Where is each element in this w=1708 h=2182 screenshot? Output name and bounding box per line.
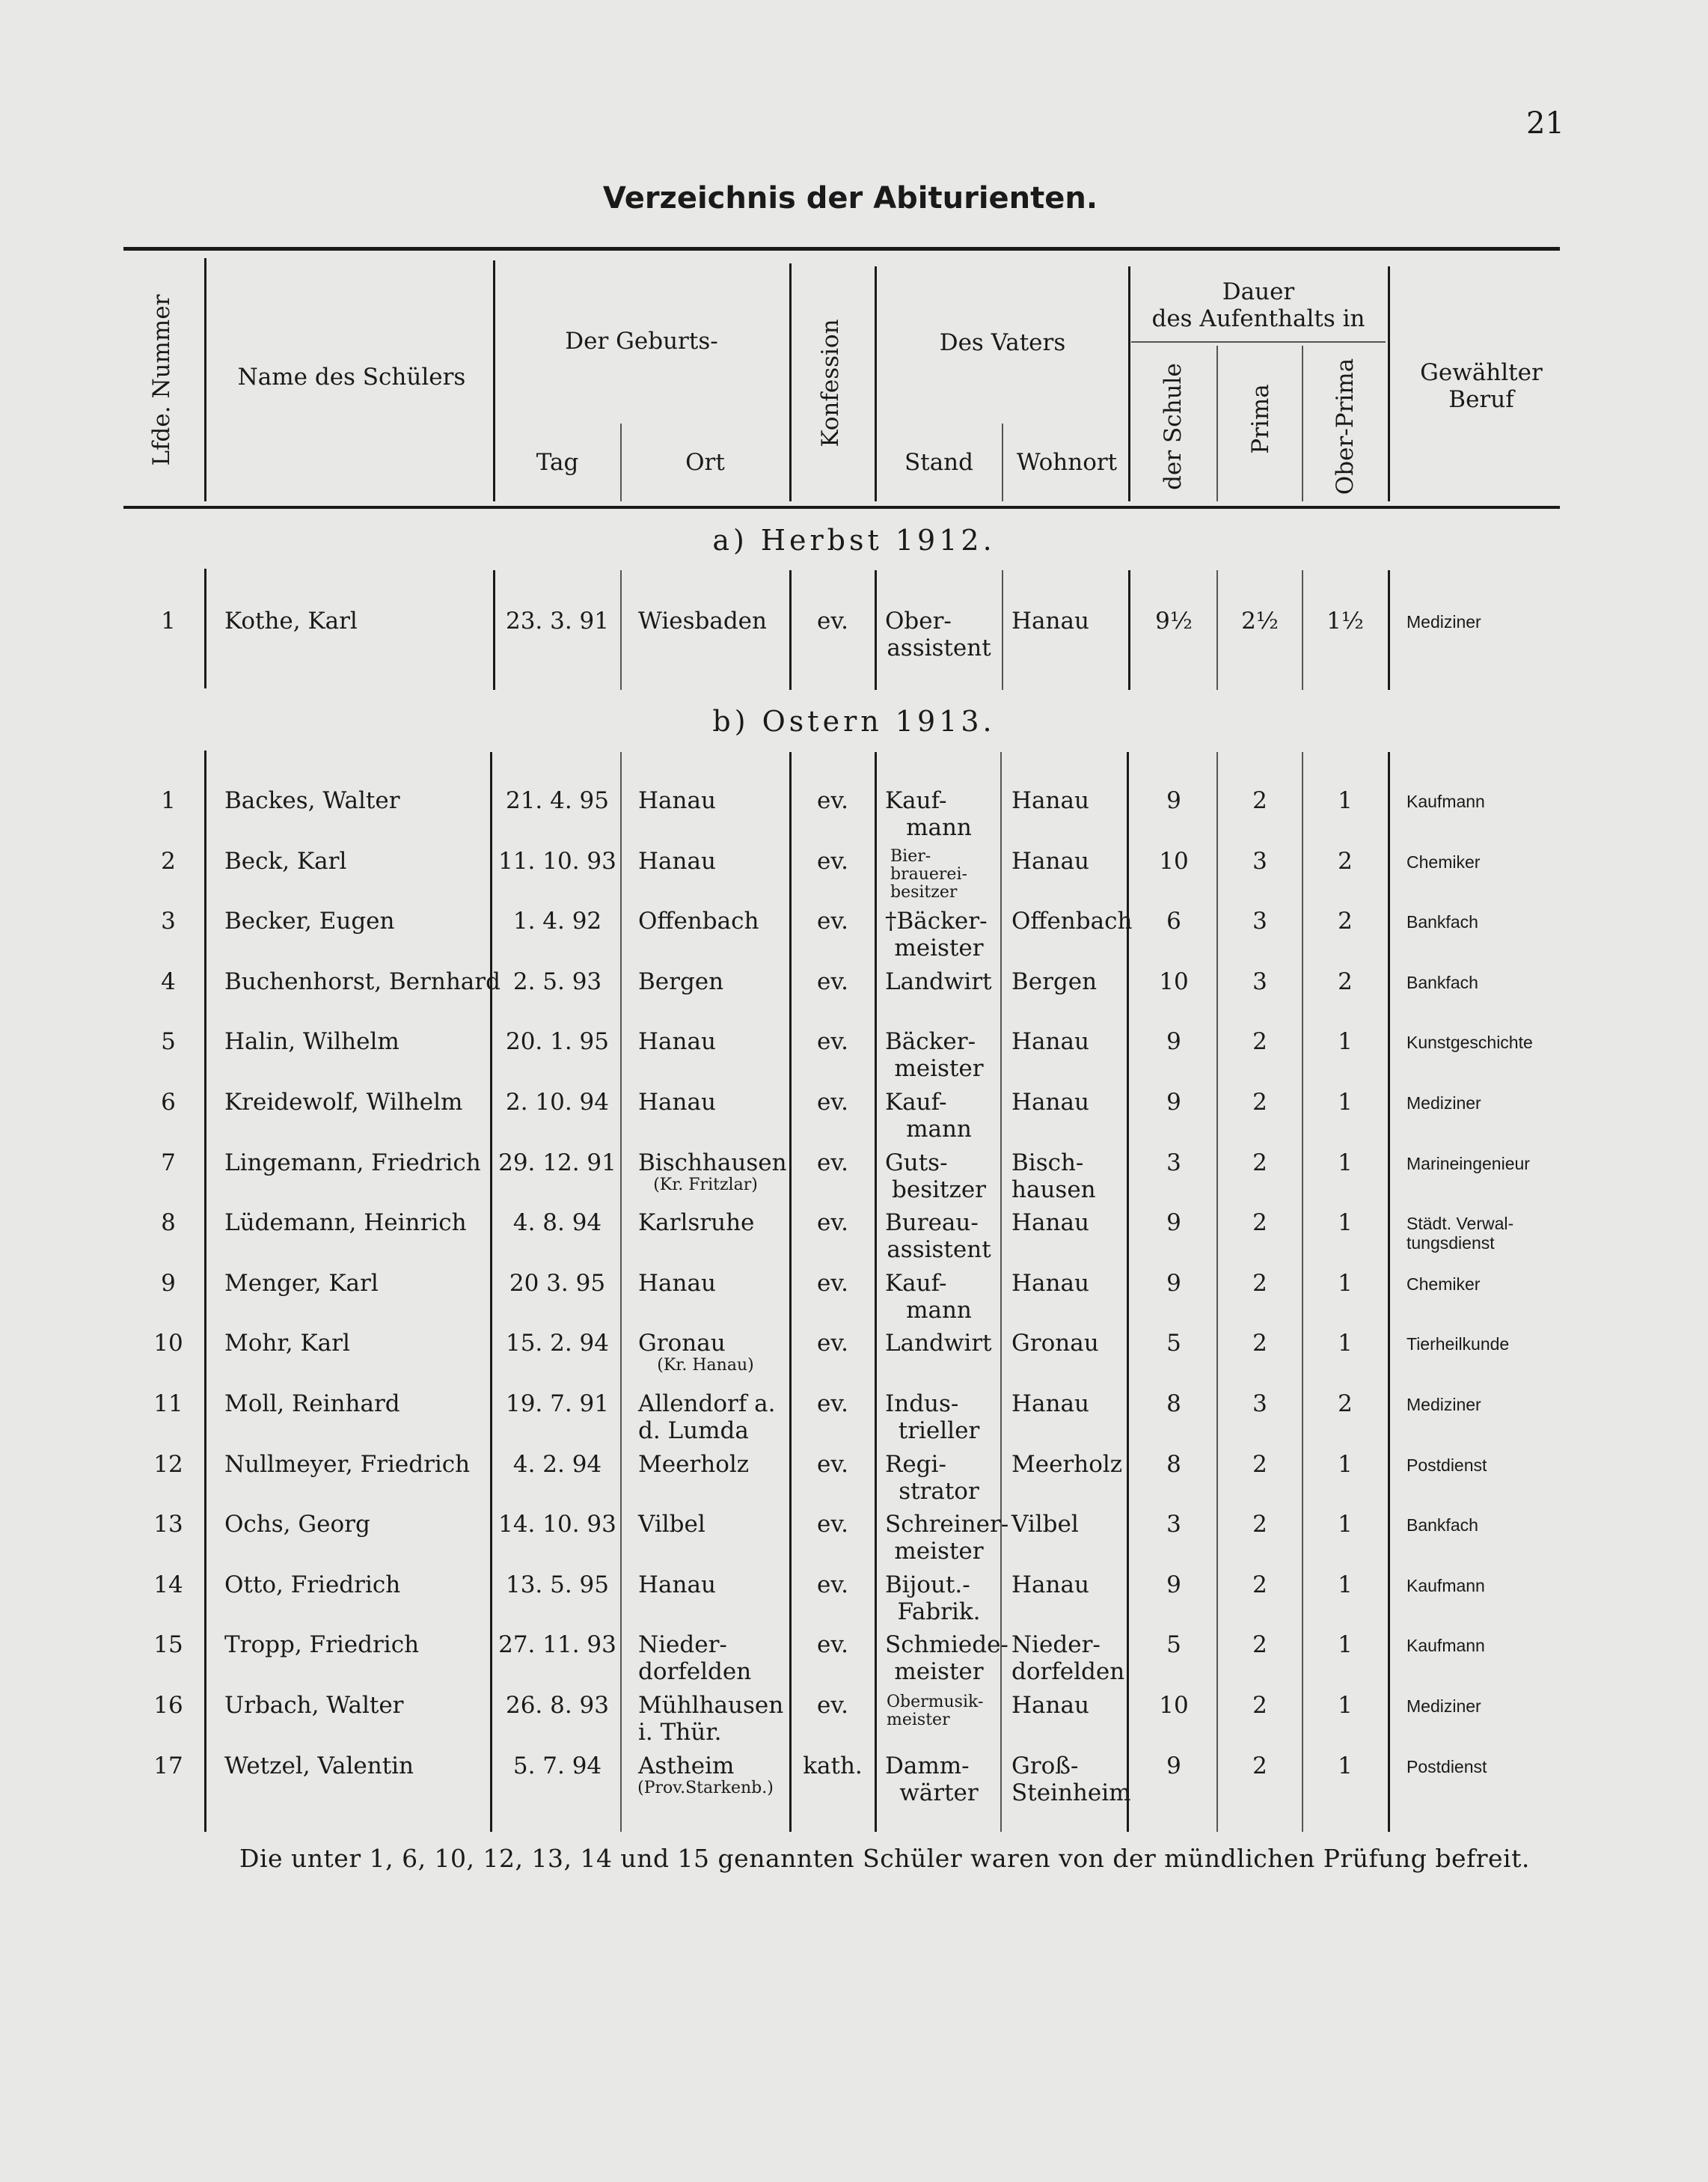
header-divider: [1388, 266, 1390, 501]
cell-schule: 9½: [1155, 608, 1193, 635]
cell-ort: Hanau: [638, 847, 716, 875]
cell-schule: 3: [1166, 1149, 1181, 1176]
cell-prima: 2: [1252, 1330, 1267, 1357]
cell-konfession: ev.: [816, 1089, 849, 1116]
cell-nummer: 4: [161, 968, 176, 995]
cell-beruf: Bankfach: [1407, 972, 1478, 992]
table-row: [0, 1451, 1708, 1511]
cell-name: Ochs, Georg: [224, 1511, 370, 1538]
cell-nummer: 17: [153, 1752, 183, 1779]
section-heading-ostern: b) Ostern 1913.: [712, 705, 996, 738]
cell-name: Buchenhorst, Bernhard: [224, 968, 501, 995]
header-divider: [204, 258, 206, 501]
cell-ort-line2: (Kr. Hanau): [657, 1356, 754, 1375]
cell-ort-line2: i. Thür.: [638, 1719, 722, 1746]
cell-wohnort: Hanau: [1011, 847, 1089, 875]
cell-stand-line2: mann: [906, 814, 972, 841]
cell-stand: Bäcker-: [885, 1028, 976, 1056]
cell-stand: Schreiner-: [885, 1511, 1009, 1538]
cell-stand-line2: assistent: [887, 635, 991, 661]
cell-stand: Guts-: [885, 1149, 948, 1176]
cell-stand-line2: mann: [906, 1296, 972, 1324]
cell-nummer: 10: [153, 1330, 183, 1357]
cell-stand: Landwirt: [885, 968, 992, 995]
cell-wohnort: Groß-: [1011, 1752, 1079, 1779]
cell-ort: Hanau: [638, 1571, 716, 1598]
header-divider: [1302, 346, 1303, 501]
cell-ort: Meerholz: [638, 1450, 750, 1478]
cell-prima: 2: [1252, 1511, 1267, 1538]
cell-tag: 19. 7. 91: [505, 1390, 610, 1417]
header-prima: Prima: [1247, 384, 1274, 454]
table-row: [0, 1511, 1708, 1571]
cell-nummer: 12: [153, 1450, 183, 1478]
cell-konfession: ev.: [816, 608, 849, 635]
cell-prima: 2: [1252, 1028, 1267, 1056]
header-beruf-line1: Gewählter: [1420, 359, 1543, 386]
cell-stand: Kauf-: [885, 1089, 947, 1116]
cell-prima: 3: [1252, 968, 1267, 995]
footnote: Die unter 1, 6, 10, 12, 13, 14 und 15 genannten Schüler waren von der mündlichen Prüfung befreit.: [239, 1844, 1530, 1873]
cell-beruf: Kaufmann: [1407, 1636, 1485, 1656]
cell-ort: Bischhausen: [638, 1149, 787, 1176]
cell-nummer: 1: [161, 787, 176, 814]
page-title-text: Verzeichnis der Abiturienten.: [602, 181, 1098, 216]
cell-oberprima: 1½: [1326, 608, 1364, 635]
cell-oberprima: 1: [1338, 787, 1353, 814]
cell-schule: 3: [1166, 1511, 1181, 1538]
cell-wohnort: Meerholz: [1011, 1450, 1123, 1478]
cell-wohnort: Hanau: [1011, 787, 1089, 814]
table-row: [0, 908, 1708, 968]
header-divider: [789, 263, 792, 501]
header-oberprima: Ober-Prima: [1332, 358, 1359, 495]
cell-ort: Bergen: [638, 968, 724, 995]
cell-tag: 4. 8. 94: [512, 1209, 602, 1237]
cell-ort-line2: d. Lumda: [638, 1417, 749, 1444]
header-divider: [493, 260, 495, 501]
cell-konfession: ev.: [816, 908, 849, 935]
cell-stand: Kauf-: [885, 787, 947, 814]
table-row: [0, 848, 1708, 908]
cell-wohnort: Hanau: [1011, 1269, 1089, 1297]
header-divider: [875, 266, 877, 501]
cell-wohnort: Hanau: [1011, 1209, 1089, 1237]
cell-wohnort: Hanau: [1011, 1028, 1089, 1056]
cell-stand: Obermusik-: [887, 1693, 984, 1711]
table-row: [0, 1330, 1708, 1390]
header-konfession: Konfession: [817, 319, 844, 447]
cell-stand-line2: meister: [894, 1055, 984, 1083]
header-beruf-line2: Beruf: [1448, 386, 1514, 413]
cell-wohnort: Hanau: [1011, 608, 1089, 635]
cell-beruf: Bankfach: [1407, 912, 1478, 932]
cell-schule: 8: [1166, 1450, 1181, 1478]
cell-prima: 2: [1252, 1631, 1267, 1659]
cell-beruf: Kaufmann: [1407, 792, 1485, 811]
cell-prima: 2: [1252, 787, 1267, 814]
cell-stand-line2: meister: [887, 1711, 950, 1729]
header-divider: [1131, 341, 1386, 343]
table-row: [0, 1149, 1708, 1209]
header-divider: [1216, 346, 1218, 501]
cell-stand: Bier-: [890, 846, 931, 866]
cell-tag: 26. 8. 93: [505, 1692, 610, 1719]
cell-stand-line2: Fabrik.: [897, 1598, 981, 1625]
cell-ort: Hanau: [638, 1089, 716, 1116]
cell-nummer: 8: [161, 1209, 176, 1237]
cell-wohnort-line2: hausen: [1011, 1176, 1096, 1203]
table-row: [0, 968, 1708, 1028]
cell-stand: Schmiede-: [885, 1631, 1008, 1659]
cell-name: Mohr, Karl: [224, 1330, 350, 1357]
cell-name: Beck, Karl: [224, 847, 347, 875]
cell-stand-line2: meister: [894, 1538, 984, 1565]
cell-oberprima: 1: [1338, 1692, 1353, 1719]
header-stand: Stand: [904, 449, 973, 476]
cell-oberprima: 2: [1338, 968, 1353, 995]
page-number: 21: [1526, 106, 1564, 141]
cell-wohnort: Vilbel: [1011, 1511, 1079, 1538]
cell-beruf: Mediziner: [1407, 1696, 1481, 1716]
header-vaters: Des Vaters: [939, 329, 1066, 356]
cell-stand: Landwirt: [885, 1330, 992, 1357]
cell-stand: †Bäcker-: [885, 908, 988, 935]
table-row: [0, 1028, 1708, 1088]
cell-beruf: Postdienst: [1407, 1455, 1487, 1475]
cell-schule: 9: [1166, 1089, 1181, 1116]
cell-name: Wetzel, Valentin: [224, 1752, 414, 1779]
cell-ort: Hanau: [638, 1028, 716, 1056]
cell-schule: 9: [1166, 1269, 1181, 1297]
cell-wohnort: Hanau: [1011, 1390, 1089, 1417]
cell-ort: Mühlhausen: [638, 1692, 784, 1719]
cell-name: Lingemann, Friedrich: [224, 1149, 481, 1176]
cell-prima: 3: [1252, 908, 1267, 935]
cell-nummer: 15: [153, 1631, 183, 1659]
cell-ort: Astheim: [638, 1752, 735, 1779]
page-title: [0, 181, 1708, 216]
cell-nummer: 7: [161, 1149, 176, 1176]
cell-beruf: Postdienst: [1407, 1756, 1487, 1776]
cell-prima: 2: [1252, 1752, 1267, 1779]
table-row: [0, 1752, 1708, 1812]
cell-schule: 8: [1166, 1390, 1181, 1417]
cell-schule: 9: [1166, 1209, 1181, 1237]
cell-name: Moll, Reinhard: [224, 1390, 400, 1417]
cell-name: Otto, Friedrich: [224, 1571, 401, 1598]
cell-nummer: 14: [153, 1571, 183, 1598]
cell-stand-line2: besitzer: [892, 1176, 986, 1203]
cell-wohnort: Hanau: [1011, 1089, 1089, 1116]
cell-konfession: ev.: [816, 787, 849, 814]
cell-oberprima: 1: [1338, 1511, 1353, 1538]
cell-wohnort: Bergen: [1011, 968, 1098, 995]
cell-beruf: Mediziner: [1407, 1395, 1481, 1414]
cell-stand-line2: strator: [899, 1477, 979, 1505]
table-row: [0, 1631, 1708, 1691]
cell-wohnort-line2: dorfelden: [1011, 1658, 1125, 1686]
cell-oberprima: 1: [1338, 1330, 1353, 1357]
cell-nummer: 3: [161, 908, 176, 935]
cell-tag: 15. 2. 94: [505, 1330, 610, 1357]
table-row: [0, 1692, 1708, 1752]
cell-schule: 5: [1166, 1330, 1181, 1357]
cell-tag: 13. 5. 95: [505, 1571, 610, 1598]
cell-oberprima: 1: [1338, 1028, 1353, 1056]
cell-oberprima: 1: [1338, 1450, 1353, 1478]
cell-name: Halin, Wilhelm: [224, 1028, 400, 1056]
cell-nummer: 9: [161, 1269, 176, 1297]
table-top-rule: [123, 247, 1560, 251]
cell-ort-line2: (Kr. Fritzlar): [653, 1175, 758, 1194]
cell-prima: 2½: [1241, 608, 1279, 635]
cell-schule: 10: [1159, 968, 1189, 995]
cell-nummer: 13: [153, 1511, 183, 1538]
cell-tag: 2. 5. 93: [512, 968, 602, 995]
cell-konfession: ev.: [816, 1631, 849, 1659]
cell-name: Menger, Karl: [224, 1269, 379, 1297]
cell-name: Backes, Walter: [224, 787, 400, 814]
cell-ort: Allendorf a.: [638, 1390, 776, 1417]
cell-tag: 27. 11. 93: [498, 1631, 616, 1659]
cell-stand: Regi-: [885, 1450, 946, 1478]
cell-wohnort: Bisch-: [1011, 1149, 1084, 1176]
cell-name: Kreidewolf, Wilhelm: [224, 1089, 463, 1116]
cell-schule: 6: [1166, 908, 1181, 935]
header-dauer-line2: des Aufenthalts in: [1151, 305, 1365, 332]
header-tag: Tag: [536, 449, 579, 476]
cell-oberprima: 2: [1338, 908, 1353, 935]
table-row: [0, 1089, 1708, 1149]
cell-konfession: ev.: [816, 1390, 849, 1417]
cell-nummer: 2: [161, 847, 176, 875]
cell-tag: 23. 3. 91: [505, 608, 610, 635]
cell-konfession: ev.: [816, 968, 849, 995]
cell-ort: Offenbach: [638, 908, 759, 935]
cell-name: Nullmeyer, Friedrich: [224, 1450, 471, 1478]
cell-tag: 20. 1. 95: [505, 1028, 610, 1056]
cell-ort-line2: (Prov.Starkenb.): [637, 1778, 774, 1797]
header-nummer: Lfde. Nummer: [148, 294, 175, 466]
cell-prima: 2: [1252, 1269, 1267, 1297]
cell-prima: 2: [1252, 1209, 1267, 1237]
cell-konfession: kath.: [803, 1752, 863, 1779]
cell-beruf: Marineingenieur: [1407, 1153, 1530, 1173]
cell-oberprima: 1: [1338, 1752, 1353, 1779]
cell-schule: 9: [1166, 1028, 1181, 1056]
header-wohnort: Wohnort: [1016, 449, 1118, 476]
cell-name: Tropp, Friedrich: [224, 1631, 420, 1659]
cell-nummer: 6: [161, 1089, 176, 1116]
cell-ort: Hanau: [638, 787, 716, 814]
cell-ort-line2: dorfelden: [638, 1658, 752, 1686]
cell-konfession: ev.: [816, 1330, 849, 1357]
cell-tag: 5. 7. 94: [512, 1752, 602, 1779]
cell-tag: 11. 10. 93: [498, 847, 616, 875]
cell-prima: 3: [1252, 1390, 1267, 1417]
cell-ort: Wiesbaden: [638, 608, 767, 635]
cell-tag: 1. 4. 92: [512, 908, 602, 935]
cell-konfession: ev.: [816, 847, 849, 875]
cell-name: Urbach, Walter: [224, 1692, 404, 1719]
cell-schule: 9: [1166, 787, 1181, 814]
cell-name: Kothe, Karl: [224, 608, 358, 635]
cell-beruf: Mediziner: [1407, 612, 1481, 632]
cell-konfession: ev.: [816, 1450, 849, 1478]
cell-beruf: Städt. Verwal-: [1407, 1214, 1514, 1234]
cell-name: Lüdemann, Heinrich: [224, 1209, 467, 1237]
cell-prima: 2: [1252, 1450, 1267, 1478]
cell-tag: 21. 4. 95: [505, 787, 610, 814]
cell-stand: Bijout.-: [885, 1571, 970, 1598]
cell-name: Becker, Eugen: [224, 908, 395, 935]
cell-konfession: ev.: [816, 1571, 849, 1598]
table-row: [0, 787, 1708, 847]
cell-tag: 20 3. 95: [509, 1269, 606, 1297]
cell-konfession: ev.: [816, 1149, 849, 1176]
cell-tag: 4. 2. 94: [512, 1450, 602, 1478]
cell-wohnort: Hanau: [1011, 1692, 1089, 1719]
cell-beruf-line2: tungsdienst: [1407, 1233, 1495, 1253]
table-row: [0, 1270, 1708, 1330]
cell-stand-line2: assistent: [887, 1236, 991, 1264]
cell-stand: Kauf-: [885, 1269, 947, 1297]
header-name: Name des Schülers: [237, 364, 466, 391]
table-row: [0, 1209, 1708, 1269]
cell-konfession: ev.: [816, 1692, 849, 1719]
cell-stand-line2: trieller: [898, 1417, 980, 1444]
cell-stand-line2: brauerei-: [890, 864, 967, 884]
cell-wohnort: Offenbach: [1011, 908, 1133, 935]
cell-oberprima: 1: [1338, 1149, 1353, 1176]
header-ort: Ort: [685, 449, 725, 476]
cell-nummer: 1: [161, 608, 176, 635]
cell-stand-line3: besitzer: [890, 882, 958, 902]
cell-oberprima: 2: [1338, 847, 1353, 875]
cell-stand-line2: wärter: [899, 1779, 979, 1806]
cell-schule: 10: [1159, 1692, 1189, 1719]
cell-konfession: ev.: [816, 1209, 849, 1237]
cell-beruf: Bankfach: [1407, 1515, 1478, 1535]
cell-nummer: 16: [153, 1692, 183, 1719]
cell-oberprima: 1: [1338, 1209, 1353, 1237]
cell-tag: 14. 10. 93: [498, 1511, 616, 1538]
cell-prima: 2: [1252, 1571, 1267, 1598]
cell-stand-line2: meister: [894, 935, 984, 962]
cell-stand: Bureau-: [885, 1209, 979, 1237]
cell-tag: 2. 10. 94: [505, 1089, 610, 1116]
cell-beruf: Kunstgeschichte: [1407, 1033, 1533, 1053]
cell-stand-line2: mann: [906, 1116, 972, 1143]
cell-konfession: ev.: [816, 1028, 849, 1056]
cell-oberprima: 1: [1338, 1089, 1353, 1116]
cell-oberprima: 2: [1338, 1390, 1353, 1417]
header-geburts: Der Geburts-: [565, 328, 718, 355]
cell-nummer: 11: [153, 1390, 183, 1417]
cell-beruf: Tierheilkunde: [1407, 1334, 1510, 1354]
cell-prima: 2: [1252, 1692, 1267, 1719]
cell-oberprima: 1: [1338, 1571, 1353, 1598]
cell-prima: 2: [1252, 1149, 1267, 1176]
header-divider: [1128, 266, 1130, 501]
table-row: [0, 1390, 1708, 1450]
cell-prima: 3: [1252, 847, 1267, 875]
cell-wohnort: Nieder-: [1011, 1631, 1101, 1659]
cell-beruf: Chemiker: [1407, 852, 1481, 872]
cell-stand: Damm-: [885, 1752, 970, 1779]
cell-schule: 5: [1166, 1631, 1181, 1659]
table-row: [0, 608, 1708, 667]
cell-oberprima: 1: [1338, 1269, 1353, 1297]
cell-beruf: Kaufmann: [1407, 1575, 1485, 1595]
cell-beruf: Chemiker: [1407, 1274, 1481, 1294]
cell-prima: 2: [1252, 1089, 1267, 1116]
cell-nummer: 5: [161, 1028, 176, 1056]
cell-schule: 9: [1166, 1571, 1181, 1598]
cell-schule: 9: [1166, 1752, 1181, 1779]
cell-wohnort-line2: Steinheim: [1011, 1779, 1131, 1806]
table-row: [0, 1571, 1708, 1631]
cell-konfession: ev.: [816, 1269, 849, 1297]
cell-ort: Vilbel: [638, 1511, 705, 1538]
table-header-bottom-rule: [123, 506, 1560, 509]
cell-tag: 29. 12. 91: [498, 1149, 616, 1176]
cell-wohnort: Gronau: [1011, 1330, 1099, 1357]
header-divider: [620, 424, 622, 501]
cell-stand: Indus-: [885, 1390, 959, 1417]
cell-stand-line2: meister: [894, 1658, 984, 1686]
cell-schule: 10: [1159, 847, 1189, 875]
header-schule: der Schule: [1160, 363, 1187, 490]
section-heading-herbst: a) Herbst 1912.: [712, 524, 996, 557]
cell-ort: Gronau: [638, 1330, 726, 1357]
cell-wohnort: Hanau: [1011, 1571, 1089, 1598]
cell-beruf: Mediziner: [1407, 1093, 1481, 1113]
header-dauer-line1: Dauer: [1222, 278, 1295, 305]
cell-ort: Hanau: [638, 1269, 716, 1297]
header-divider: [1002, 424, 1003, 501]
cell-ort: Nieder-: [638, 1631, 727, 1659]
cell-oberprima: 1: [1338, 1631, 1353, 1659]
cell-stand: Ober-: [885, 608, 952, 635]
cell-konfession: ev.: [816, 1511, 849, 1538]
cell-ort: Karlsruhe: [638, 1209, 755, 1237]
